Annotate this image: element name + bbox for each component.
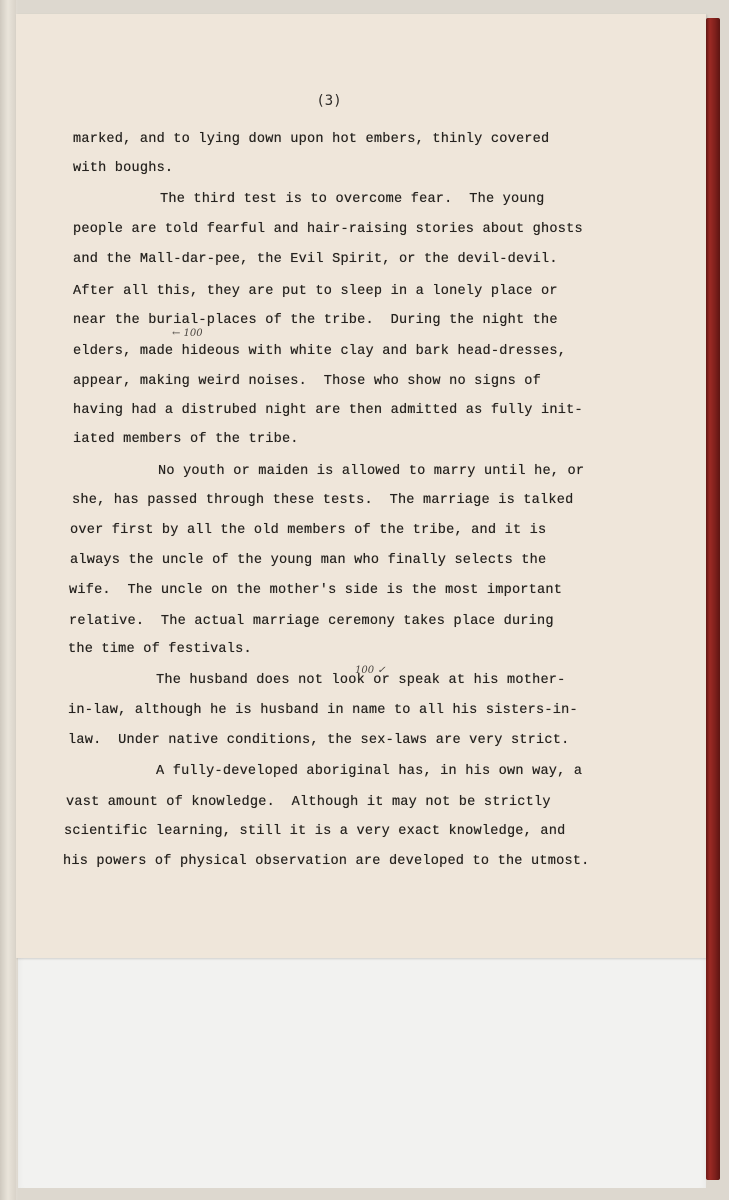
text-line: she, has passed through these tests. The marriage is talked: [72, 493, 574, 508]
text-line: his powers of physical observation are developed to the utmost.: [63, 854, 590, 869]
text-line: The third test is to overcome fear. The young: [160, 192, 545, 207]
red-cover-edge: [706, 18, 720, 1180]
text-line: the time of festivals.: [68, 642, 252, 657]
text-line: iated members of the tribe.: [73, 432, 299, 447]
blank-backing-sheet: [18, 940, 706, 1188]
text-line: having had a distrubed night are then admitted as fully init-: [73, 403, 583, 418]
text-line: A fully-developed aboriginal has, in his own way, a: [156, 764, 583, 779]
text-line: elders, made hideous with white clay and bark head-dresses,: [73, 344, 567, 359]
text-line: near the burial-places of the tribe. During the night the: [73, 313, 558, 328]
text-line: with boughs.: [73, 161, 174, 176]
text-line: scientific learning, still it is a very exact knowledge, and: [64, 824, 566, 839]
text-line: wife. The uncle on the mother's side is the most important: [69, 583, 563, 598]
text-line: appear, making weird noises. Those who show no signs of: [73, 374, 542, 389]
text-line: No youth or maiden is allowed to marry until he, or: [158, 464, 585, 479]
text-line: marked, and to lying down upon hot embers, thinly covered: [73, 132, 550, 147]
text-line: and the Mall-dar-pee, the Evil Spirit, or the devil-devil.: [73, 252, 558, 267]
text-line: always the uncle of the young man who finally selects the: [70, 553, 547, 568]
typewritten-page: [16, 14, 706, 958]
handwritten-annotation: ← 100: [172, 328, 203, 339]
text-line: over first by all the old members of the tribe, and it is: [70, 523, 547, 538]
text-line: law. Under native conditions, the sex-laws are very strict.: [68, 733, 570, 748]
text-line: vast amount of knowledge. Although it may not be strictly: [66, 795, 551, 810]
text-line: in-law, although he is husband in name to all his sisters-in-: [68, 703, 578, 718]
text-line: people are told fearful and hair-raising stories about ghosts: [73, 222, 583, 237]
handwritten-annotation: 100 ✓: [355, 665, 386, 676]
text-line: relative. The actual marriage ceremony takes place during: [69, 614, 554, 629]
text-line: The husband does not look or speak at his mother-: [156, 673, 566, 688]
text-line: After all this, they are put to sleep in a lonely place or: [73, 284, 558, 299]
binding-edge: [0, 0, 16, 1200]
page-number: (3): [316, 93, 342, 109]
